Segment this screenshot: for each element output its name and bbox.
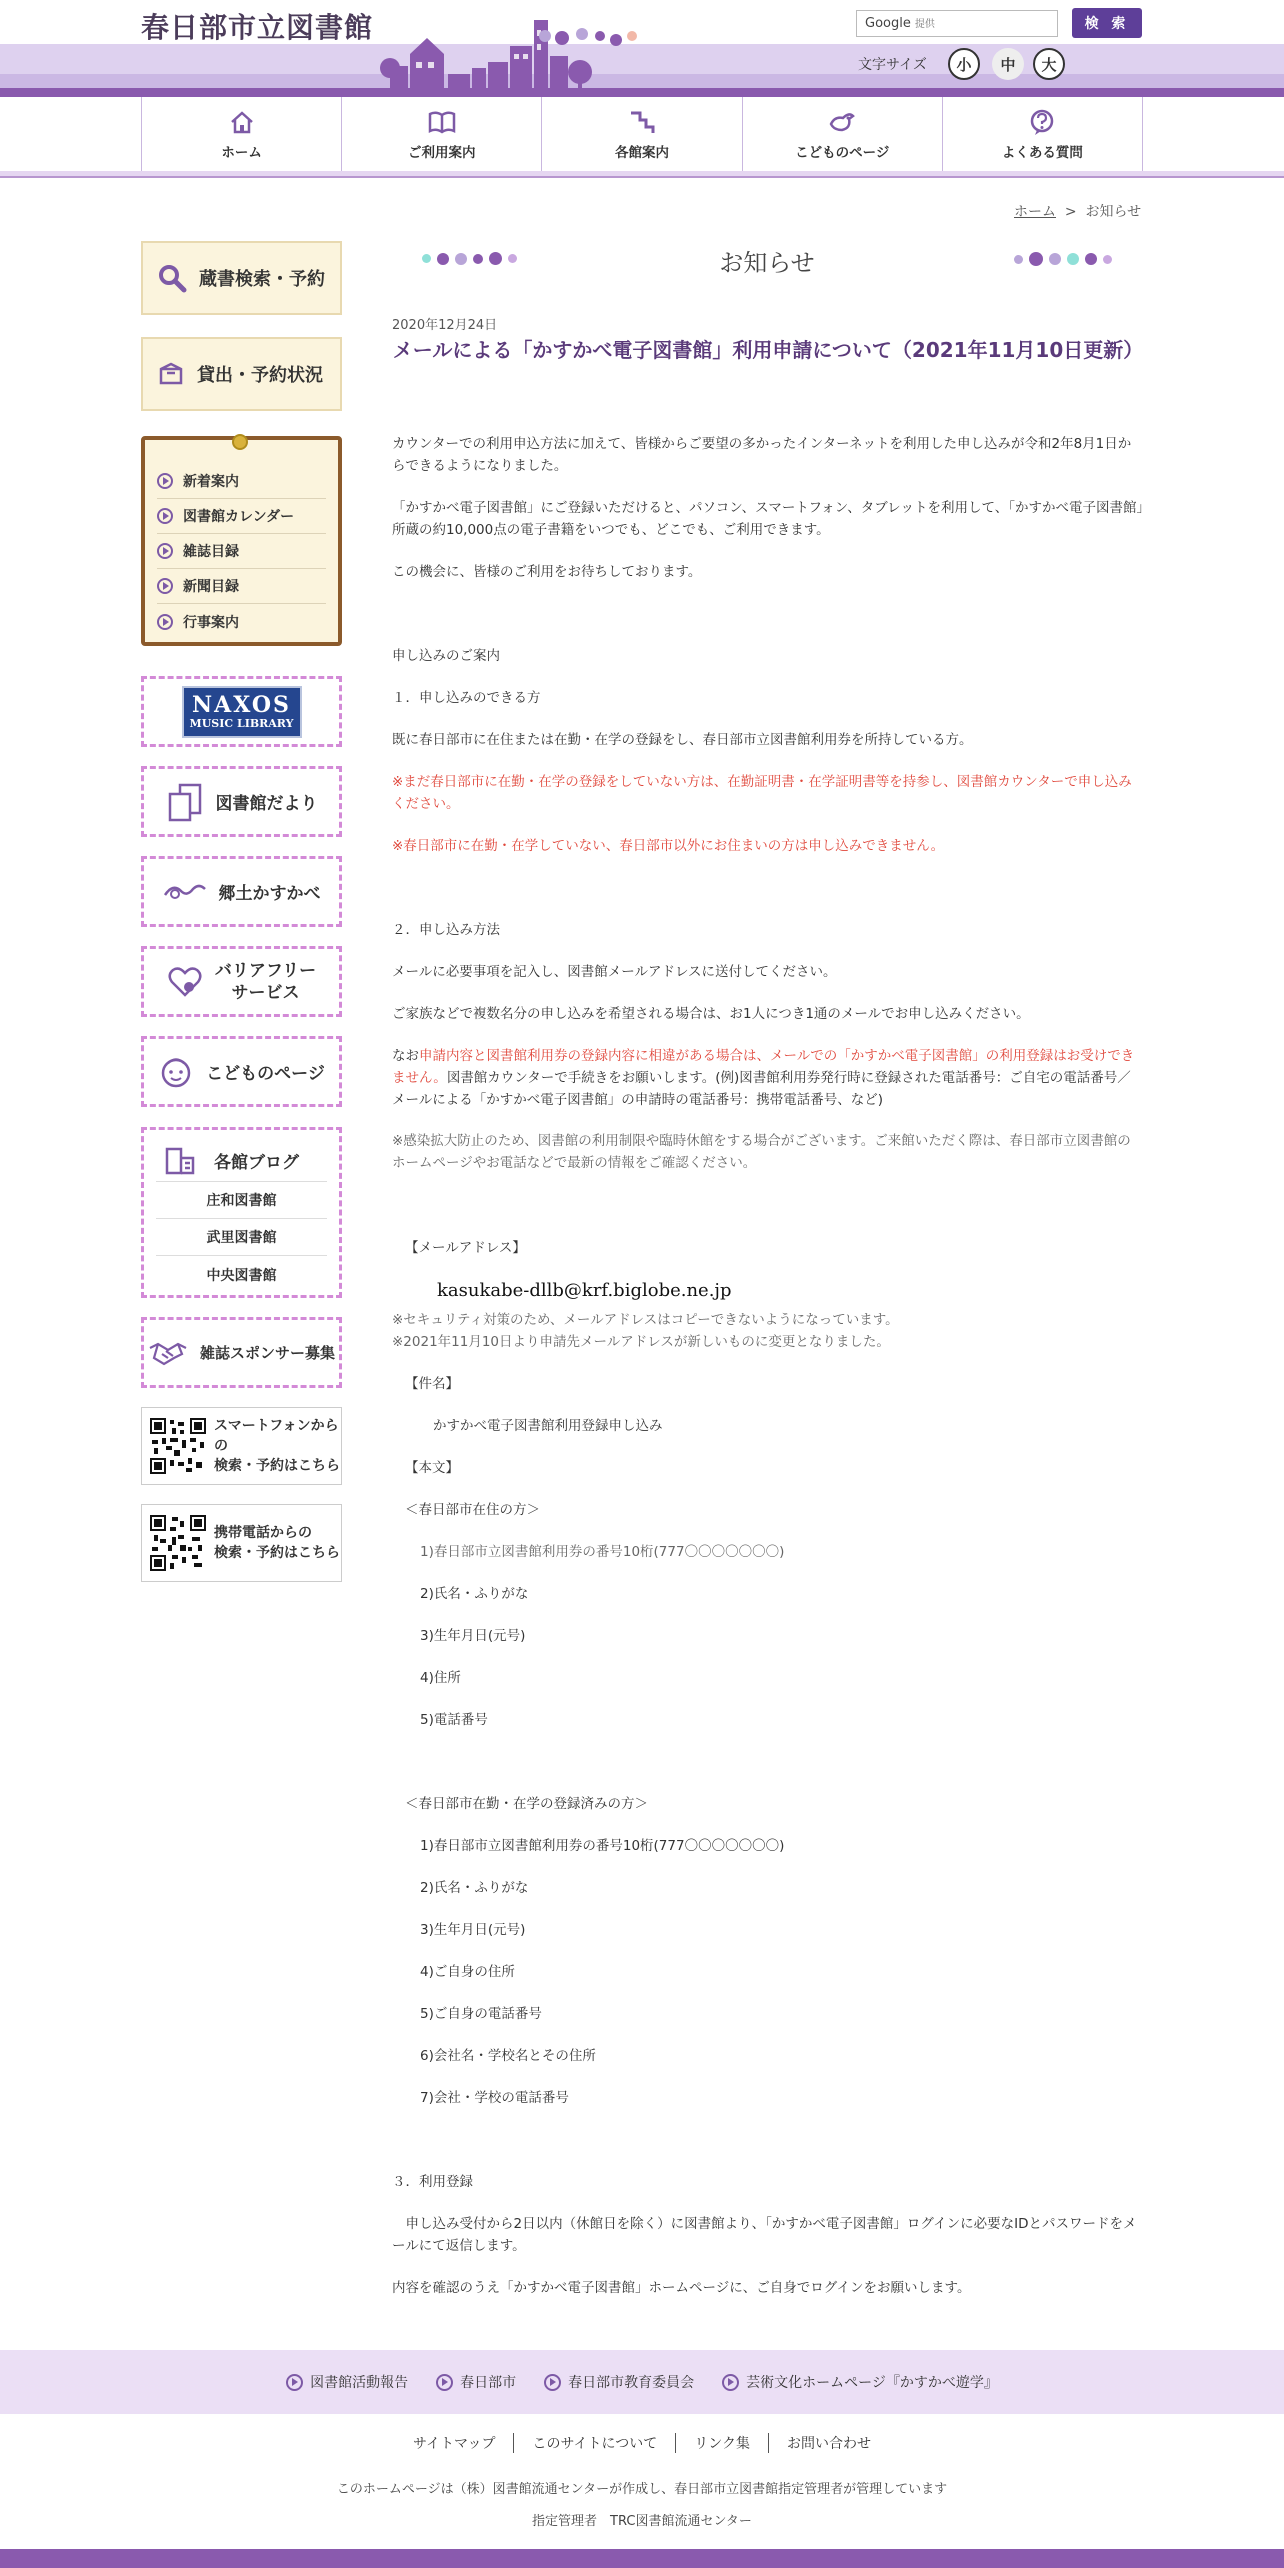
section-2-paragraph-3 xyxy=(392,1045,1144,1111)
google-brand: Google xyxy=(865,16,911,31)
footer-note: このホームページは（株）図書館流通センターが作成し、春日部市立図書館指定管理者が管理しています xyxy=(336,2482,948,2497)
fontsize-large-button[interactable]: 大 xyxy=(1033,48,1065,80)
footer-nav-contact[interactable]: お問い合わせ xyxy=(768,2433,889,2453)
arrow-circle-icon xyxy=(722,2374,739,2391)
intro-paragraph-2: 「かすかべ電子図書館」にご登録いただけると、パソコン、スマートフォン、タブレットを利用して、「かすかべ電子図書館」所蔵の約10,000点の電子書籍をいつでも、どこでも、ご利用できます。 xyxy=(392,500,1144,538)
notice-item-label: 雑誌目録 xyxy=(183,544,239,560)
arrow-circle-icon xyxy=(157,508,173,524)
footer-bar xyxy=(0,2549,1284,2568)
arrow-circle-icon xyxy=(157,543,173,559)
section-2-p3-warning: 申請内容と図書館利用券の登録内容に相違がある場合は、メールでの「かすかべ電子図書館」の利用登録はお受けできません。 xyxy=(392,1048,1135,1086)
worker-item: 1)春日部市立図書館利用券の番号10桁(777〇〇〇〇〇〇〇) xyxy=(420,1838,785,1854)
document-list-icon xyxy=(164,1146,196,1176)
heart-icon xyxy=(167,965,203,999)
footer-link-label: 図書館活動報告 xyxy=(310,2375,409,2391)
notice-item-label: 新聞目録 xyxy=(183,579,239,595)
section-3-paragraph-2: 内容を確認のうえ「かすかべ電子図書館」ホームページに、ご自身でログインをお願いします。 xyxy=(392,2280,971,2296)
page-title-text: お知らせ xyxy=(719,248,815,277)
footer-link-culture-site[interactable] xyxy=(722,2372,998,2392)
kids-page-label: こどものページ xyxy=(206,1064,325,1084)
subject-heading: 【件名】 xyxy=(405,1376,459,1392)
email-address: kasukabe-dllb@krf.biglobe.ne.jp xyxy=(437,1280,732,1301)
mail-note-2: ※2021年11月10日より申請先メールアドレスが新しいものに変更となりました。 xyxy=(392,1334,890,1350)
search-placeholder: 提供 xyxy=(914,19,935,30)
barrier-free-label-1: バリアフリー xyxy=(214,960,317,981)
documents-icon xyxy=(166,782,204,822)
intro-paragraph-1: カウンターでの利用申込方法に加えて、皆様からご要望の多かったインターネットを利用した申し込みが令和2年8月1日からできるようになりました。 xyxy=(392,436,1132,474)
notice-board xyxy=(141,436,342,646)
section-2-paragraph-1: メールに必要事項を記入し、図書館メールアドレスに送付してください。 xyxy=(392,964,837,980)
nav-underline-dark xyxy=(0,176,1284,178)
footer-manager: 指定管理者 TRC図書館流通センター xyxy=(532,2514,752,2529)
notice-item-newspapers[interactable] xyxy=(157,569,326,604)
notice-item-new[interactable] xyxy=(157,464,326,499)
nav-home-label: ホーム xyxy=(221,144,262,161)
fontsize-small-button[interactable]: 小 xyxy=(948,48,980,80)
body-heading: 【本文】 xyxy=(405,1460,459,1476)
notice-item-label: 行事案内 xyxy=(183,614,239,631)
worker-item: 3)生年月日(元号) xyxy=(420,1922,526,1938)
footer-link-label: 春日部市 xyxy=(460,2375,517,2391)
section-2-note: ※感染拡大防止のため、図書館の利用制限や臨時休館をする場合がございます。ご来館いただく際は、春日部市立図書館のホームページやお電話などで最新の情報をご確認ください。 xyxy=(392,1133,1131,1171)
barrier-free-label-2: サービス xyxy=(231,982,300,1003)
child-face-icon xyxy=(158,1054,194,1090)
article-date: 2020年12月24日 xyxy=(392,318,498,333)
breadcrumb-current: お知らせ xyxy=(1085,204,1142,220)
mail-note-1: ※セキュリティ対策のため、メールアドレスはコピーできないようになっています。 xyxy=(392,1312,899,1328)
search-input[interactable] xyxy=(856,10,1058,37)
mobile-search-banner[interactable] xyxy=(141,1504,342,1582)
fontsize-medium-button[interactable]: 中 xyxy=(992,48,1024,80)
arrow-circle-icon xyxy=(544,2374,561,2391)
notice-item-magazines[interactable] xyxy=(157,534,326,569)
naxos-banner[interactable] xyxy=(141,676,342,747)
footer-nav-sitemap[interactable]: サイトマップ xyxy=(413,2436,496,2452)
guide-heading: 申し込みのご案内 xyxy=(392,648,500,664)
article-title: メールによる「かすかべ電子図書館」利用申請について（2021年11月10日更新） xyxy=(392,338,1144,362)
home-icon xyxy=(227,108,257,136)
section-1-warning-2: ※春日部市に在勤・在学していない、春日部市以外にお住まいの方は申し込みできません。 xyxy=(392,838,945,854)
section-3-heading: ３．利用登録 xyxy=(392,2174,473,2190)
blog-item-showa[interactable]: 庄和図書館 xyxy=(156,1182,327,1219)
nav-branches-label: 各館案内 xyxy=(615,144,669,161)
nav-kids-label: こどものページ xyxy=(795,144,890,161)
mobile-label-2: 検索・予約はこちら xyxy=(214,1545,340,1561)
catalog-search-button[interactable] xyxy=(141,241,342,315)
nav-guide[interactable] xyxy=(342,97,542,171)
global-nav xyxy=(141,97,1143,171)
section-1-paragraph: 既に春日部市に在住または在勤・在学の登録をし、春日部市立図書館利用券を所持している方。 xyxy=(392,732,973,748)
section-2-p3-post: 図書館カウンターで手続きをお願いします。(例)図書館利用券発行時に登録された電話番号：ご自宅の電話番号／メールによる「かすかべ電子図書館」の申請時の電話番号：携帯電話番号、など) xyxy=(392,1070,1131,1108)
library-news-label: 図書館だより xyxy=(215,794,318,814)
decorative-dots-right xyxy=(1014,252,1112,266)
notice-item-label: 新着案内 xyxy=(183,474,239,490)
naxos-logo-subtitle: MUSIC LIBRARY xyxy=(189,716,294,730)
nav-kids[interactable] xyxy=(743,97,943,171)
breadcrumb-separator: > xyxy=(1064,204,1077,220)
footer-link-education-board[interactable] xyxy=(544,2372,694,2392)
box-icon xyxy=(157,360,185,388)
section-3-paragraph-1: 申し込み受付から2日以内（休館日を除く）に図書館より、「かすかべ電子図書館」ログインに必要なIDとパスワードをメールにて返信します。 xyxy=(392,2216,1137,2254)
resident-heading: ＜春日部市在住の方＞ xyxy=(405,1502,540,1518)
magazine-sponsor-label: 雑誌スポンサー募集 xyxy=(199,1344,335,1362)
magazine-sponsor-banner[interactable] xyxy=(141,1317,342,1388)
resident-item: 3)生年月日(元号) xyxy=(420,1628,526,1644)
notice-item-calendar[interactable] xyxy=(157,499,326,534)
resident-item: 1)春日部市立図書館利用券の番号10桁(777〇〇〇〇〇〇〇) xyxy=(420,1544,785,1560)
footer-nav-about[interactable]: このサイトについて xyxy=(513,2433,675,2453)
blog-item-central[interactable]: 中央図書館 xyxy=(206,1267,277,1284)
worker-item: 4)ご自身の住所 xyxy=(420,1964,515,1980)
resident-item: 2)氏名・ふりがな xyxy=(420,1586,529,1602)
pin-icon xyxy=(232,434,248,450)
bird-icon xyxy=(827,108,857,136)
smartphone-label-2: 検索・予約はこちら xyxy=(214,1458,340,1474)
branch-blog-box xyxy=(141,1127,342,1298)
footer-nav-links[interactable]: リンク集 xyxy=(675,2433,768,2453)
smartphone-label-1: スマートフォンからの xyxy=(214,1418,339,1454)
section-2-p3-pre: なお xyxy=(392,1048,419,1064)
resident-item: 5)電話番号 xyxy=(420,1712,488,1728)
resident-item: 4)住所 xyxy=(420,1670,461,1686)
stairs-icon xyxy=(627,108,657,136)
branch-blog-label: 各館ブログ xyxy=(214,1153,299,1173)
loan-status-button[interactable] xyxy=(141,337,342,411)
intro-paragraph-3: この機会に、皆様のご利用をお待ちしております。 xyxy=(392,564,702,580)
notice-item-label: 図書館カレンダー xyxy=(183,509,295,525)
breadcrumb xyxy=(1014,201,1141,221)
worker-item: 5)ご自身の電話番号 xyxy=(420,2006,542,2022)
blog-item-takesato[interactable]: 武里図書館 xyxy=(156,1219,327,1256)
catalog-search-label: 蔵書検索・予約 xyxy=(199,269,325,290)
footer-link-label: 春日部市教育委員会 xyxy=(568,2375,695,2391)
nav-guide-label: ご利用案内 xyxy=(408,144,476,161)
nav-home[interactable] xyxy=(142,97,342,171)
arrow-circle-icon xyxy=(157,578,173,594)
footer-links xyxy=(0,2350,1284,2414)
skyline-illustration xyxy=(370,16,690,98)
magnifier-icon xyxy=(157,263,187,293)
nav-faq-label: よくある質問 xyxy=(1001,144,1083,161)
arrow-circle-icon xyxy=(286,2374,303,2391)
arrow-circle-icon xyxy=(157,614,173,630)
kids-page-banner[interactable] xyxy=(141,1036,342,1107)
worker-item: 7)会社・学校の電話番号 xyxy=(420,2090,569,2106)
loan-status-label: 貸出・予約状況 xyxy=(197,365,323,386)
wave-icon xyxy=(163,877,207,907)
section-2-heading: ２．申し込み方法 xyxy=(392,922,500,938)
mail-heading: 【メールアドレス】 xyxy=(405,1240,526,1256)
naxos-logo-title: NAXOS xyxy=(192,691,291,718)
arrow-circle-icon xyxy=(436,2374,453,2391)
subject-text: かすかべ電子図書館利用登録申し込み xyxy=(433,1418,663,1434)
notice-item-events[interactable] xyxy=(157,604,326,639)
qr-code-icon xyxy=(150,1515,206,1571)
question-icon xyxy=(1027,108,1057,136)
local-kasukabe-banner[interactable] xyxy=(141,856,342,927)
decorative-dots-left xyxy=(422,252,517,265)
handshake-icon xyxy=(148,1338,188,1368)
naxos-logo xyxy=(182,686,302,738)
nav-branches[interactable] xyxy=(542,97,742,171)
section-2-paragraph-2: ご家族などで複数名分の申し込みを希望される場合は、お1人につき1通のメールでお申し込みください。 xyxy=(392,1006,1030,1022)
fontsize-label: 文字サイズ xyxy=(858,57,927,73)
smartphone-search-banner[interactable] xyxy=(141,1407,342,1485)
worker-heading: ＜春日部市在勤・在学の登録済みの方＞ xyxy=(405,1796,648,1812)
branch-blog-title xyxy=(156,1140,327,1182)
local-kasukabe-label: 郷土かすかべ xyxy=(218,884,321,904)
worker-item: 6)会社名・学校名とその住所 xyxy=(420,2048,596,2064)
footer-link-kasukabe-city[interactable] xyxy=(436,2372,516,2392)
section-1-warning-1: ※まだ春日部市に在勤・在学の登録をしていない方は、在勤証明書・在学証明書等を持参し、図書館カウンターで申し込みください。 xyxy=(392,774,1132,812)
footer-link-activity-report[interactable] xyxy=(286,2372,408,2392)
footer-link-label: 芸術文化ホームページ『かすかべ遊学』 xyxy=(746,2375,998,2391)
arrow-circle-icon xyxy=(157,473,173,489)
library-news-banner[interactable] xyxy=(141,766,342,837)
site-title[interactable]: 春日部市立図書館 xyxy=(141,11,374,44)
footer-nav xyxy=(0,2433,1284,2453)
search-button[interactable]: 検 索 xyxy=(1072,8,1142,38)
worker-item: 2)氏名・ふりがな xyxy=(420,1880,529,1896)
section-1-heading: １．申し込みのできる方 xyxy=(392,690,541,706)
breadcrumb-home[interactable]: ホーム xyxy=(1014,204,1056,220)
qr-code-icon xyxy=(150,1418,206,1474)
nav-faq[interactable] xyxy=(943,97,1143,171)
mobile-label-1: 携帯電話からの xyxy=(214,1525,312,1541)
page-title xyxy=(390,238,1144,282)
barrier-free-banner[interactable] xyxy=(141,946,342,1017)
book-icon xyxy=(427,108,457,136)
